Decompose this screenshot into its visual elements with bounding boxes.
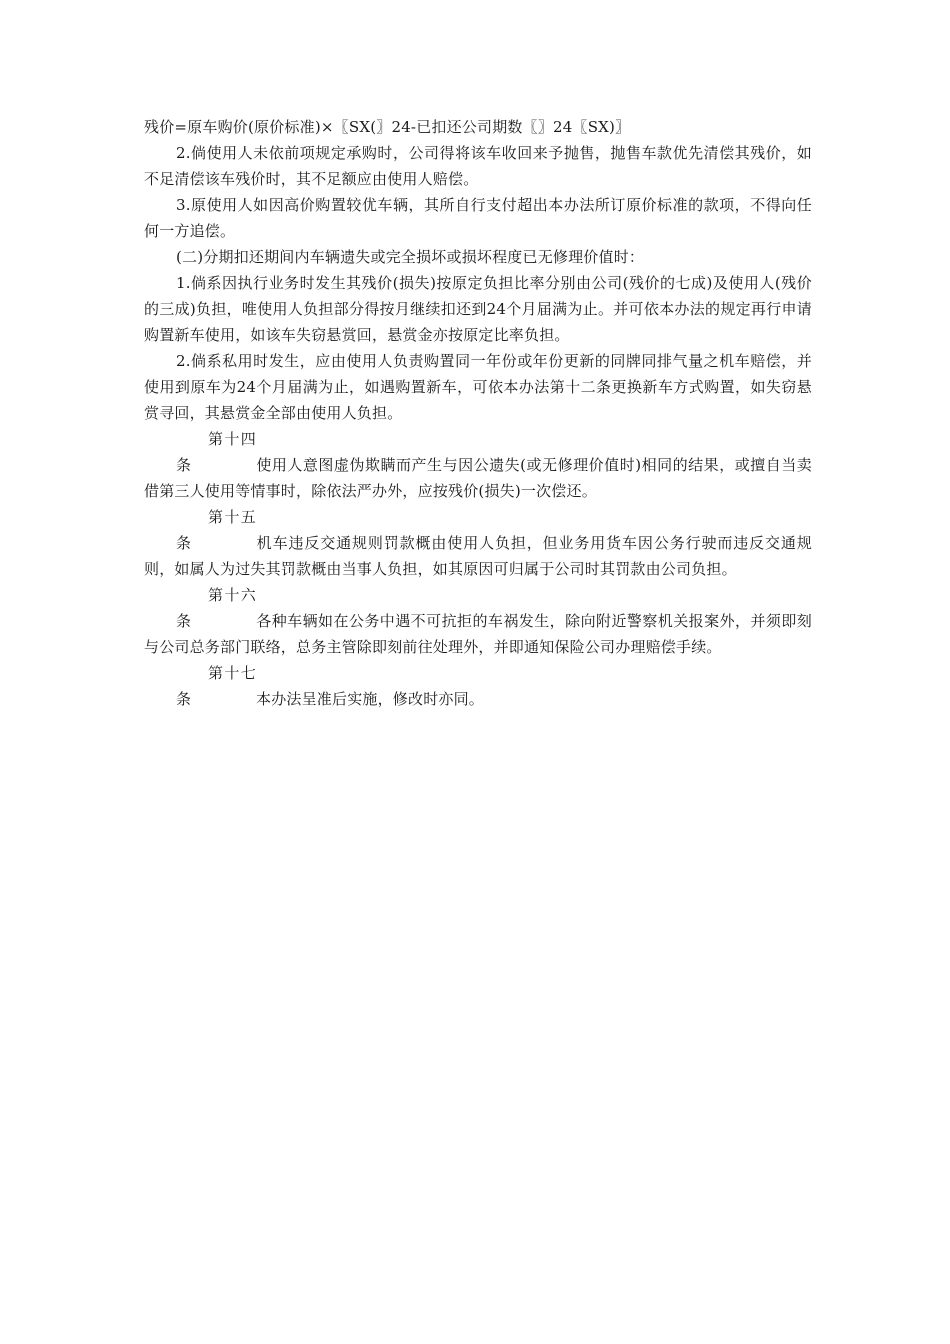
document-body: [144, 114, 812, 712]
article-17-heading: 第十七条: [176, 664, 256, 708]
article-15: [144, 504, 812, 582]
article-16-text: 各种车辆如在公务中遇不可抗拒的车祸发生，除向附近警察机关报案外，并须即刻与公司总务部门联络，总务主管除即刻前往处理外，并即通知保险公司办理赔偿手续。: [144, 612, 812, 656]
article-17-text: 本办法呈准后实施，修改时亦同。: [256, 690, 485, 708]
article-16-heading: 第十六条: [176, 586, 256, 630]
article-14: [144, 426, 812, 504]
paragraph-item-2: 2.倘使用人未依前项规定承购时，公司得将该车收回来予抛售，抛售车款优先清偿其残价，如不足清偿该车残价时，其不足额应由使用人赔偿。: [144, 144, 812, 188]
article-15-heading: 第十五条: [176, 508, 256, 552]
section-heading-2: (二)分期扣还期间内车辆遗失或完全损坏或损坏程度已无修理价值时：: [176, 248, 645, 266]
formula-paragraph: 残价=原车购价(原价标准)×〖SX(〗24-已扣还公司期数〖〗24〖SX)〗: [144, 118, 631, 136]
paragraph-sub-item-1: 1.倘系因执行业务时发生其残价(损失)按原定负担比率分别由公司(残价的七成)及使用人(残价的三成)负担，唯使用人负担部分得按月继续扣还到24个月届满为止。并可依本办法的规定再行申请购置新车使用，如该车失窃悬赏回，悬赏金亦按原定比率负担。: [144, 274, 812, 344]
paragraph-item-3: 3.原使用人如因高价购置较优车辆，其所自行支付超出本办法所订原价标准的款项，不得向任何一方追偿。: [144, 196, 812, 240]
article-15-text: 机车违反交通规则罚款概由使用人负担，但业务用货车因公务行驶而违反交通规则，如属人为过失其罚款概由当事人负担，如其原因可归属于公司时其罚款由公司负担。: [144, 534, 812, 578]
article-17: [144, 660, 812, 712]
article-16: [144, 582, 812, 660]
paragraph-sub-item-2: 2.倘系私用时发生，应由使用人负责购置同一年份或年份更新的同牌同排气量之机车赔偿，并使用到原车为24个月届满为止，如遇购置新车，可依本办法第十二条更换新车方式购置，如失窃悬赏寻回，其悬赏金全部由使用人负担。: [144, 352, 812, 422]
article-14-heading: 第十四条: [176, 430, 256, 474]
article-14-text: 使用人意图虚伪欺瞒而产生与因公遗失(或无修理价值时)相同的结果，或擅自当卖借第三人使用等情事时，除依法严办外，应按残价(损失)一次偿还。: [144, 456, 812, 500]
